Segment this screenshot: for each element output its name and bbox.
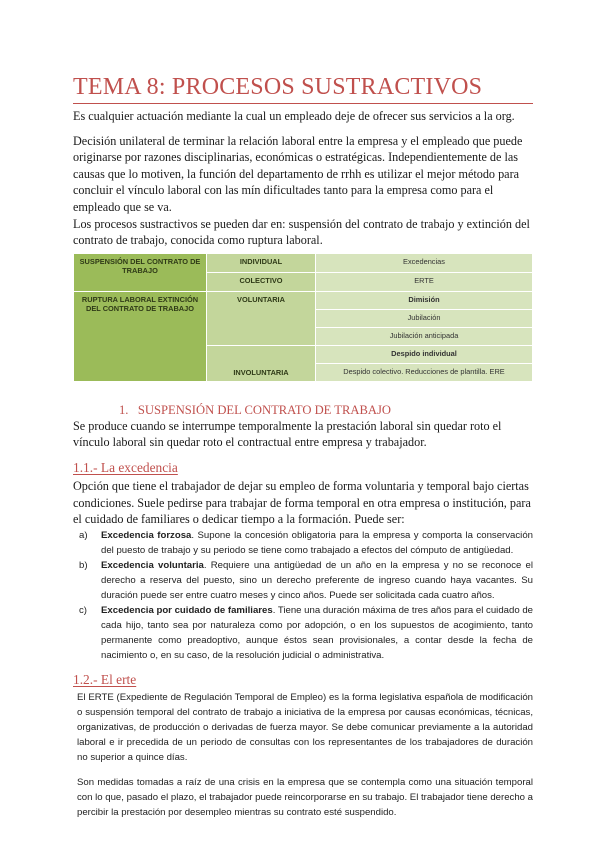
voluntaria-cell: VOLUNTARIA — [207, 291, 316, 345]
document-page — [73, 72, 533, 820]
excedencia-heading: 1.1.- La excedencia — [73, 459, 178, 475]
jubilacion-anticipada-cell: Jubilación anticipada — [316, 327, 533, 345]
erte-cell: ERTE — [316, 272, 533, 291]
procesos-paragraph: Los procesos sustractivos se pueden dar en: suspensión del contrato de trabajo y extinción del contrato de trabajo, conocida como ruptura laboral. — [73, 216, 530, 248]
erte-paragraph-1: El ERTE (Expediente de Regulación Temporal de Empleo) es la forma legislativa española de modificación o suspensión temporal del contrato de trabajo a iniciativa de la empresa por causas económicas, técnicas, organizativas, de producción o derivadas de fuerza mayor. Se debe comunicar previamente a la autoridad laboral e ir precedida de un periodo de consultas con los representantes de los trabajadores de duración no superior a quince días. — [77, 691, 533, 763]
intro-paragraph: Es cualquier actuación mediante la cual un empleado deje de ofrecer sus servicios a la org. — [73, 109, 515, 123]
list-item — [73, 603, 533, 663]
despido-colectivo-cell: Despido colectivo. Reducciones de plantilla. ERE — [316, 363, 533, 381]
list-item-title: Excedencia voluntaria — [101, 559, 204, 571]
suspension-paragraph: Se produce cuando se interrumpe temporalmente la prestación laboral sin quedar roto el vínculo laboral sin quedar roto el contractual entre empresa y trabajador. — [73, 418, 502, 450]
section-title: SUSPENSIÓN DEL CONTRATO DE TRABAJO — [137, 402, 391, 417]
list-marker: c) — [79, 604, 87, 616]
decision-paragraph: Decisión unilateral de terminar la relación laboral entre la empresa y el empleado que puede originarse por razones disciplinarias, económicas o estratégicas. Independientemente de las causas que lo motiven, la función del departamento de rrhh es utilizar el mejor método para concluir el vínculo laboral con las mín dificultades tanto para la empresa como para el empleado que se va. — [73, 133, 523, 214]
list-item-text: . Requiere una antigüedad de un año en la empresa y no se reconoce el derecho a reserva del puesto, sino un derecho preferente de ingreso cuando haya vacantes. Su duración puede ser entre cuatro meses y cinco años. Puede ser solicitada cada cuatro años. — [101, 559, 534, 601]
section-number: 1. — [119, 402, 129, 417]
colectivo-cell: COLECTIVO — [207, 272, 316, 291]
erte-heading: 1.2.- El erte — [73, 671, 137, 687]
list-item-title: Excedencia por cuidado de familiares — [101, 604, 273, 616]
excedencias-cell: Excedencias — [316, 253, 533, 272]
summary-table — [73, 253, 533, 382]
list-item — [73, 558, 533, 603]
erte-body — [73, 690, 533, 820]
erte-paragraph-2: Son medidas tomadas a raíz de una crisis en la empresa que se contempla como una situación temporal con lo que, pasado el plazo, el trabajador puede reincorporarse en su trabajo. El trabajador tiene derecho a percibir la prestación por desempleo mientras su contrato esté suspendido. — [77, 776, 534, 818]
list-item-title: Excedencia forzosa — [101, 529, 192, 541]
list-item-text: . Tiene una duración máxima de tres años para el cuidado de cada hijo, tanto sea por naturaleza como por adopción, o en los supuestos de acogimiento, tanto permanente como preadoptivo, aunque éstos sean provisionales, a contar desde la fecha de nacimiento o, en su caso, de la resolución judicial o administrativa. — [101, 604, 533, 661]
excedencia-paragraph: Opción que tiene el trabajador de dejar su empleo de forma voluntaria y temporal bajo ciertas condiciones. Suele pedirse para trabajar de forma temporal en otra empresa o institución, para el cuidado de familiares o dedicar tiempo a la formación. Puede ser: — [73, 478, 531, 527]
suspension-cell: SUSPENSIÓN DEL CONTRATO DE TRABAJO — [74, 253, 207, 291]
list-item — [73, 528, 533, 558]
dimision-cell: Dimisión — [316, 291, 533, 309]
page-title: TEMA 8: PROCESOS SUSTRACTIVOS — [73, 72, 533, 104]
despido-individual-cell: Despido individual — [316, 345, 533, 363]
list-marker: a) — [79, 529, 88, 541]
section-suspension-heading — [73, 402, 533, 418]
involuntaria-cell: INVOLUNTARIA — [207, 345, 316, 381]
excedencia-list — [73, 528, 533, 663]
ruptura-cell: RUPTURA LABORAL EXTINCIÓN DEL CONTRATO DE TRABAJO — [74, 291, 207, 381]
individual-cell: INDIVIDUAL — [207, 253, 316, 272]
list-item-text: . Supone la concesión obligatoria para la empresa y comporta la conservación del puesto de trabajo y su periodo se tiene como trabajado a efectos del cómputo de antigüedad. — [101, 529, 533, 556]
jubilacion-cell: Jubilación — [316, 309, 533, 327]
list-marker: b) — [79, 559, 88, 571]
